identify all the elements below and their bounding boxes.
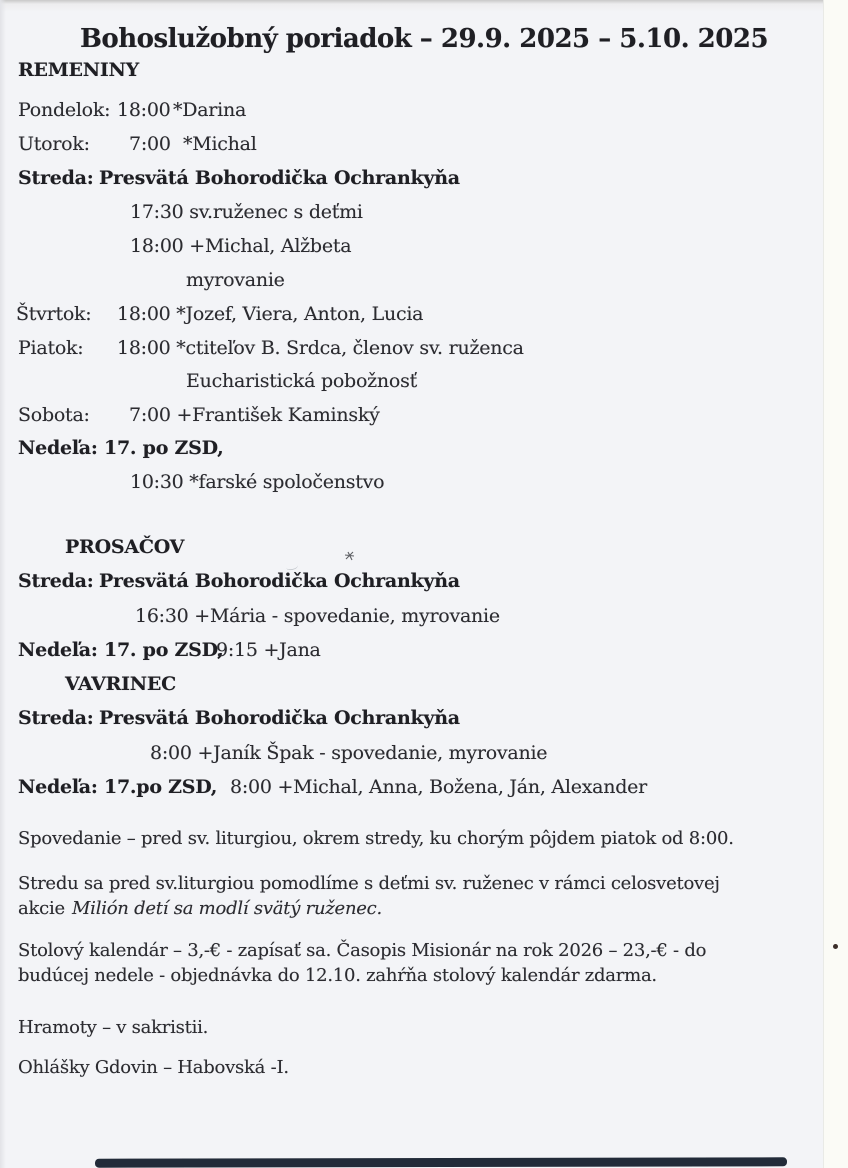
line-streda-1730: 17:30 sv.ruženec s deťmi <box>130 201 363 223</box>
line-piatok: 18:00 *ctiteľov B. Srdca, členov sv. ruženca <box>117 337 524 359</box>
line-utorok: Utorok: <box>18 133 90 155</box>
ink-mark-artifact <box>344 547 356 566</box>
paper-right-edge <box>823 0 848 1168</box>
line-vavrinec-streda: Presvätá Bohorodička Ochrankyňa <box>99 707 460 729</box>
scan-top-edge <box>0 0 848 12</box>
line-utorok: 7:00 <box>129 133 171 155</box>
line-myrovanie: myrovanie <box>186 269 285 291</box>
note-stredu-line2: Milión detí sa modlí svätý ruženec. <box>72 898 382 919</box>
line-pondelok: Pondelok: <box>18 99 111 121</box>
line-sobota: 7:00 +František Kaminský <box>129 404 380 426</box>
line-nedela-1030: 10:30 *farské spoločenstvo <box>130 471 385 493</box>
line-vavrinec-nedela: Nedeľa: 17.po ZSD, <box>18 776 218 798</box>
note-kalendar-line1: Stolový kalendár – 3,-€ - zapísať sa. Časopis Misionár na rok 2026 – 23,-€ - do <box>18 940 707 961</box>
line-prosacov-streda: Streda: <box>18 570 94 592</box>
line-pondelok: 18:00 <box>117 99 171 121</box>
line-prosacov-1630: 16:30 +Mária - spovedanie, myrovanie <box>135 605 500 627</box>
note-stredu-line2: akcie <box>18 898 65 919</box>
line-nedela-heading: Nedeľa: 17. po ZSD, <box>18 437 224 459</box>
line-vavrinec-streda: Streda: <box>18 707 94 729</box>
line-piatok: Piatok: <box>18 337 84 359</box>
note-ohlasky: Ohlášky Gdovin – Habovská -I. <box>18 1057 289 1078</box>
line-vavrinec-nedela: 8:00 +Michal, Anna, Božena, Ján, Alexander <box>230 776 647 798</box>
section-heading-remeniny: REMENINY <box>18 59 139 81</box>
ink-dot-artifact <box>833 944 838 949</box>
line-stvrtok: Štvrtok: <box>16 303 92 325</box>
line-utorok: *Michal <box>183 133 257 155</box>
line-streda-heading: Presvätá Bohorodička Ochrankyňa <box>99 167 460 189</box>
section-heading-vavrinec: VAVRINEC <box>65 673 177 695</box>
line-streda-heading: Streda: <box>18 167 94 189</box>
line-streda-1800: 18:00 +Michal, Alžbeta <box>130 235 352 257</box>
line-eucharisticka: Eucharistická pobožnosť <box>186 370 417 392</box>
section-heading-prosacov: PROSAČOV <box>65 536 185 558</box>
note-hramoty: Hramoty – v sakristii. <box>18 1017 209 1038</box>
line-prosacov-streda: Presvätá Bohorodička Ochrankyňa <box>99 570 460 592</box>
line-vavrinec-800: 8:00 +Janík Špak - spovedanie, myrovanie <box>150 742 548 764</box>
line-sobota: Sobota: <box>18 404 90 426</box>
line-prosacov-nedela: Nedeľa: 17. po ZSD, <box>18 639 224 661</box>
line-pondelok: *Darina <box>173 99 247 121</box>
document-title: Bohoslužobný poriadok – 29.9. 2025 – 5.10. 2025 <box>79 24 769 54</box>
scan-bottom-bar <box>95 1157 787 1167</box>
note-stredu-line1: Stredu sa pred sv.liturgiou pomodlíme s deťmi sv. ruženec v rámci celosvetovej <box>18 873 720 894</box>
line-prosacov-nedela: 9:15 +Jana <box>216 639 321 661</box>
note-kalendar-line2: budúcej nedele - objednávka do 12.10. zahŕňa stolový kalendár zdarma. <box>18 965 657 986</box>
scan-left-edge <box>0 0 6 1168</box>
line-stvrtok: 18:00 *Jozef, Viera, Anton, Lucia <box>117 303 424 325</box>
note-spovedanie: Spovedanie – pred sv. liturgiou, okrem stredy, ku chorým pôjdem piatok od 8:00. <box>18 828 734 849</box>
